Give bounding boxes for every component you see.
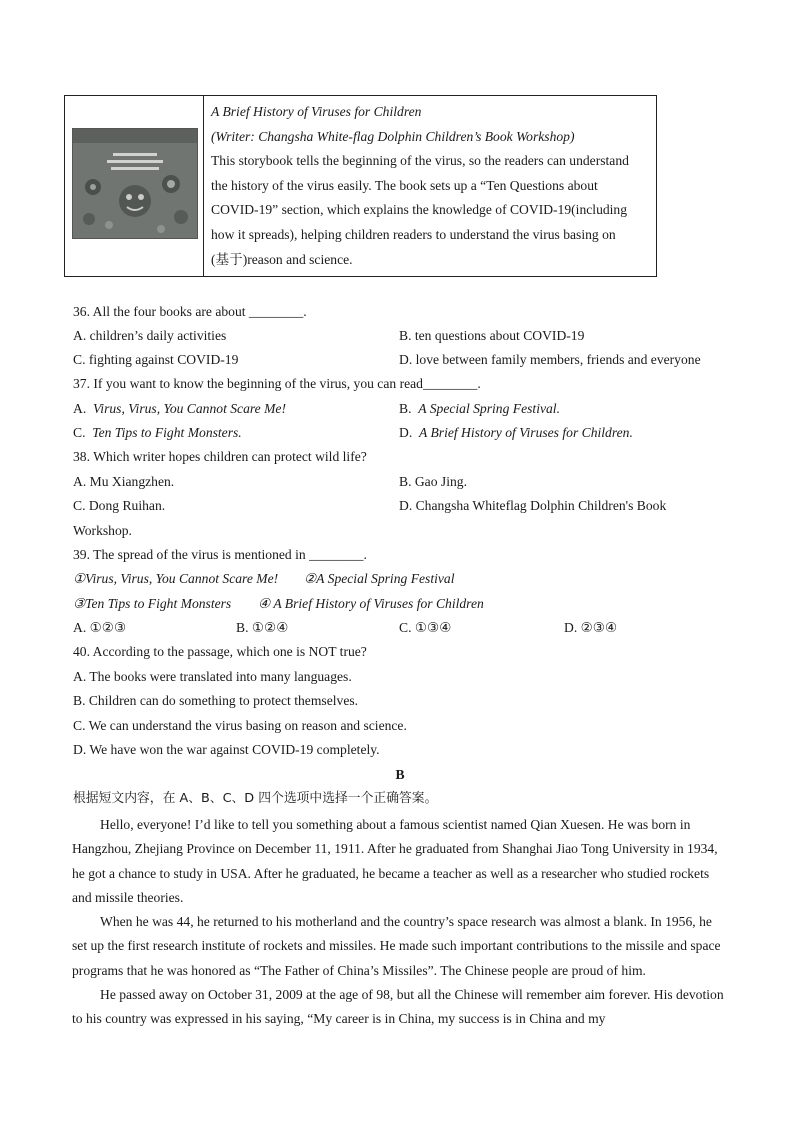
book-info-table xyxy=(64,95,657,277)
book-description-line: COVID-19” section, which explains the knowledge of COVID-19(including xyxy=(211,202,628,218)
q39-item-4: ④ A Brief History of Viruses for Children xyxy=(258,596,484,611)
q38-option-d: D. Changsha Whiteflag Dolphin Children's Book xyxy=(399,498,667,513)
question-36-stem: 36. All the four books are about ________. xyxy=(73,304,307,319)
book-title: A Brief History of Viruses for Children xyxy=(211,104,422,119)
q38-option-d-continued: Workshop. xyxy=(73,523,132,538)
book-cover-cell xyxy=(65,96,204,276)
book-description-line: the history of the virus easily. The book sets up a “Ten Questions about xyxy=(211,177,598,193)
q39-option-b: B. ①②④ xyxy=(236,620,289,635)
q36-option-c: C. fighting against COVID-19 xyxy=(73,352,239,367)
passage-paragraph-2: When he was 44, he returned to his motherland and the country’s space research was almost a blank. In 1956, he set up the first research institute of rockets and missiles. He made such important contributions to the missile and space programs that he was honored as “The Father of China’s Missiles”. The Chinese people are proud of him. xyxy=(72,914,721,978)
book-description-line: how it spreads), helping children readers to understand the virus basing on xyxy=(211,226,616,242)
q36-option-d: D. love between family members, friends and everyone xyxy=(399,352,701,367)
q39-item-1: ①Virus, Virus, You Cannot Scare Me! xyxy=(73,571,279,586)
book-writer: (Writer: Changsha White-flag Dolphin Children’s Book Workshop) xyxy=(211,128,575,144)
q40-option-b: B. Children can do something to protect themselves. xyxy=(73,693,359,708)
q36-option-a: A. children’s daily activities xyxy=(73,328,227,343)
option-text: A Brief History of Viruses for Children. xyxy=(419,425,633,440)
question-39-stem: 39. The spread of the virus is mentioned in ________. xyxy=(73,547,367,562)
option-letter: B. xyxy=(399,401,412,416)
book-cover-illustration xyxy=(73,129,197,238)
q36-option-b: B. ten questions about COVID-19 xyxy=(399,328,585,343)
question-40-stem: 40. According to the passage, which one is NOT true? xyxy=(73,644,367,659)
q37-option-d xyxy=(399,424,633,442)
q37-option-b xyxy=(399,400,560,418)
book-description-cell xyxy=(204,96,656,276)
book-description-line: This storybook tells the beginning of the virus, so the readers can understand xyxy=(211,153,629,169)
passage-paragraph-1: Hello, everyone! I’d like to tell you something about a famous scientist named Qian Xuesen. He was born in Hangzhou, Zhejiang Province on December 11, 1911. After he graduated from Shanghai Jiao Tong University in 1934, he got a chance to study in USA. After he graduated, he became a teacher as well as a researcher who studied rockets and missile theories. xyxy=(72,817,718,905)
q37-option-c xyxy=(73,424,242,442)
book-cover-image xyxy=(72,128,198,239)
option-letter: D. xyxy=(399,425,413,440)
q38-option-c: C. Dong Ruihan. xyxy=(73,498,166,513)
q39-item-2: ②A Special Spring Festival xyxy=(304,571,455,586)
book-description-line: (基于)reason and science. xyxy=(211,251,353,267)
option-text: A Special Spring Festival. xyxy=(418,401,560,416)
section-b-heading: B xyxy=(395,767,405,782)
option-text: Virus, Virus, You Cannot Scare Me! xyxy=(93,401,286,416)
option-text: Ten Tips to Fight Monsters. xyxy=(92,425,242,440)
q37-option-a xyxy=(73,400,286,418)
section-b-instruction: 根据短文内容，在 A、B、C、D 四个选项中选择一个正确答案。 xyxy=(73,791,438,806)
q39-item-3: ③Ten Tips to Fight Monsters xyxy=(73,596,232,611)
q40-option-d: D. We have won the war against COVID-19 completely. xyxy=(73,742,380,757)
question-38-stem: 38. Which writer hopes children can protect wild life? xyxy=(73,449,367,464)
option-letter: C. xyxy=(73,425,86,440)
q39-option-d: D. ②③④ xyxy=(564,620,618,635)
q38-option-a: A. Mu Xiangzhen. xyxy=(73,474,175,489)
q40-option-c: C. We can understand the virus basing on reason and science. xyxy=(73,718,407,733)
question-37-stem: 37. If you want to know the beginning of the virus, you can read________. xyxy=(73,376,481,391)
passage-paragraph-3: He passed away on October 31, 2009 at the age of 98, but all the Chinese will remember aim forever. His devotion to his country was expressed in his saying, “My career is in China, my success is in China and my xyxy=(72,987,724,1027)
q38-option-b: B. Gao Jing. xyxy=(399,474,467,489)
q40-option-a: A. The books were translated into many languages. xyxy=(73,669,352,684)
option-letter: A. xyxy=(73,401,87,416)
q39-option-a: A. ①②③ xyxy=(73,620,127,635)
q39-option-c: C. ①③④ xyxy=(399,620,452,635)
